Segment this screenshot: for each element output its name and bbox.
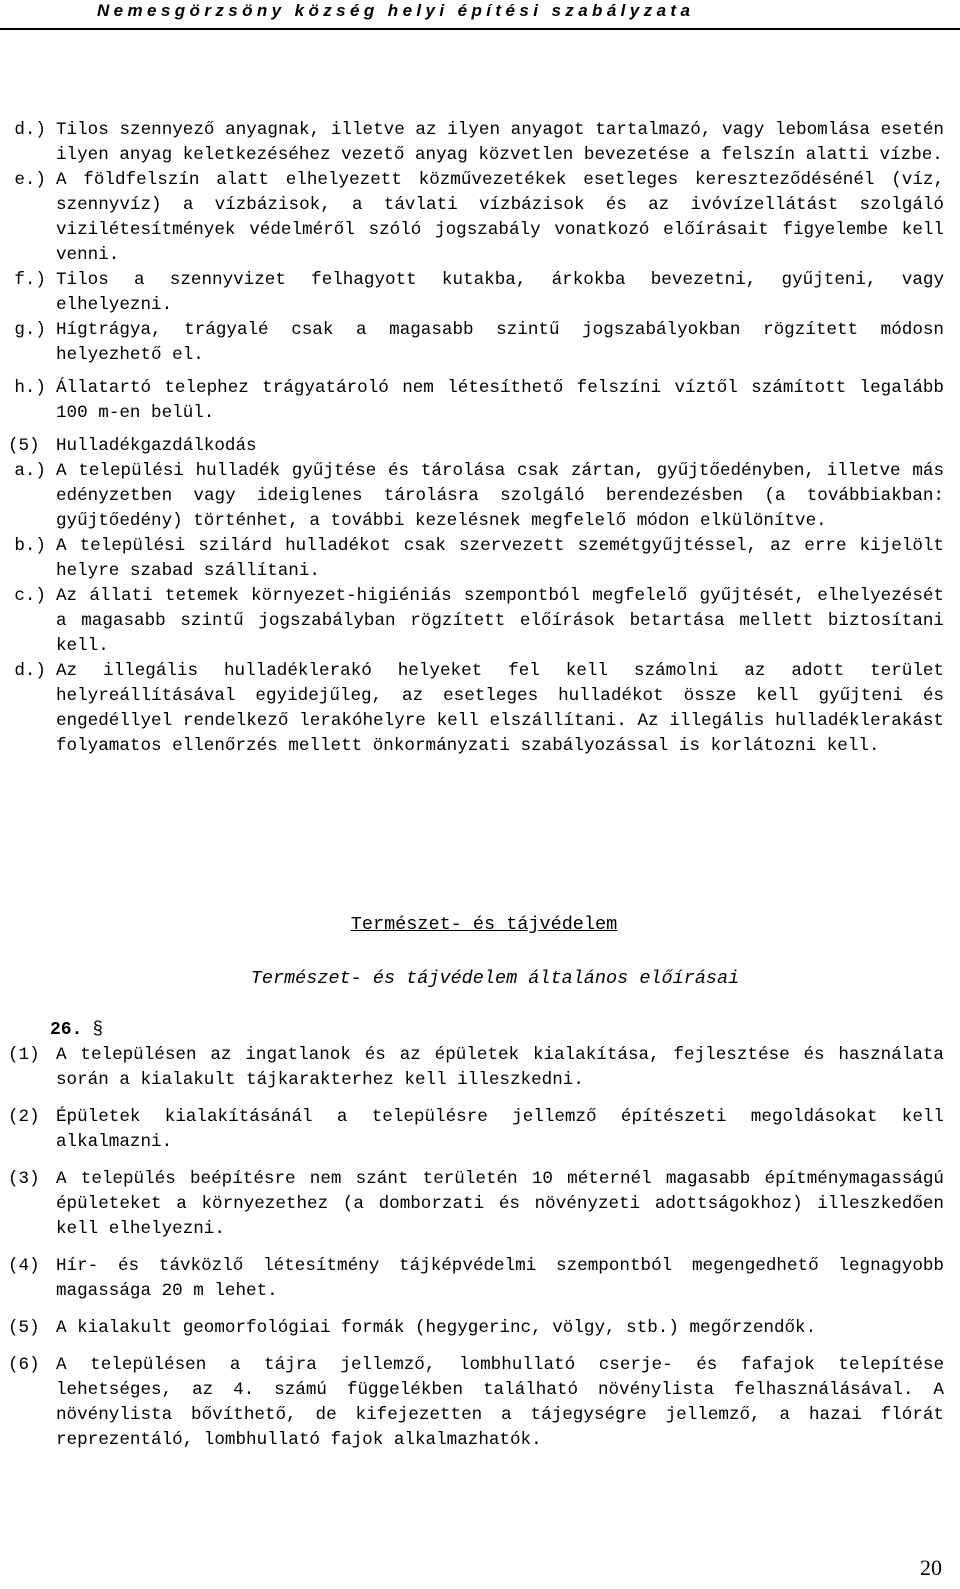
heading-text: Hulladékgazdálkodás <box>56 436 257 456</box>
header-title: Nemesgörzsöny község helyi építési szabályzata <box>97 1 695 20</box>
paragraph-text: A településen a tájra jellemző, lombhullató cserje- és fafajok telepítése lehetséges, az 4. számú függelékben található növénylista felhasználásával. A növénylista bővíthető, de kifejezetten a tájegységre jellemző, a hazai flórát reprezentáló, lombhullató fajok alkalmazhatók. <box>56 1355 944 1450</box>
paragraph-text: Épületek kialakításánál a településre jellemző építészeti megoldásokat kell alkalmazni. <box>56 1107 944 1152</box>
paragraph-item <box>8 1316 944 1341</box>
item-text: A települési szilárd hulladékot csak szervezett szemétgyűjtéssel, az erre kijelölt helyre szabad szállítani. <box>56 536 944 581</box>
list-item <box>8 318 944 368</box>
paragraph-symbol: § <box>92 1020 104 1040</box>
paragraph-text: A település beépítésre nem szánt területén 10 méternél magasabb építménymagasságú épületeket a környezethez (a domborzati és növényzeti adottságokhoz) illeszkedően kell elhelyezni. <box>56 1169 944 1239</box>
item-text: Hígtrágya, trágyalé csak a magasabb szintű jogszabályokban rögzített módosn helyezhető el. <box>56 320 944 365</box>
item-text: Az állati tetemek környezet-higiéniás szempontból megfelelő gyűjtését, elhelyezését a magasabb szintű jogszabályban rögzített előírások betartása mellett biztosítani kell. <box>56 586 944 656</box>
page-number: 20 <box>920 1555 942 1580</box>
paragraph-marker: (6) <box>8 1355 40 1375</box>
paragraph-marker: (2) <box>8 1107 40 1127</box>
document-body <box>8 118 944 759</box>
paragraph-list <box>8 1043 944 1465</box>
list-item <box>8 168 944 268</box>
paragraph-marker: (5) <box>8 1318 40 1338</box>
item-marker: d.) <box>14 120 46 140</box>
paragraph-marker: (3) <box>8 1169 40 1189</box>
item-text: A földfelszín alatt elhelyezett közművezetékek esetleges kereszteződésénél (víz, szennyvíz) a vízbázisok, a távlati vízbázisok és az ivóvízellátást szolgáló vizilétesítmények védelméről szóló jogszabály vonatkozó előírásait figyelembe kell venni. <box>56 170 944 265</box>
item-marker: e.) <box>14 170 46 190</box>
item-text: Állatartó telephez trágyatároló nem létesíthető felszíni víztől számított legalább 100 m-en belül. <box>56 378 944 423</box>
item-text: A települési hulladék gyűjtése és tárolása csak zártan, gyűjtőedényben, illetve más edényzetben vagy ideiglenes tárolásra szolgáló berendezésben (a továbbiakban: gyűjtőedény) történhet, a további kezelésnek megfelelő módon elkülönítve. <box>56 461 944 531</box>
item-text: Tilos szennyező anyagnak, illetve az ilyen anyagot tartalmazó, vagy lebomlása esetén ilyen anyag keletkezéséhez vezető anyag közvetlen bevezetése a felszín alatti vízbe. <box>56 120 944 165</box>
paragraph-item <box>8 1105 944 1155</box>
list-item <box>8 584 944 659</box>
item-marker: a.) <box>14 461 46 481</box>
item-marker: b.) <box>14 536 46 556</box>
list-item <box>8 534 944 584</box>
paragraph-item <box>8 1353 944 1453</box>
item-marker: h.) <box>14 378 46 398</box>
section-subtitle <box>0 966 960 992</box>
item-text: Az illegális hulladéklerakó helyeket fel kell számolni az adott terület helyreállításával egyidejűleg, az esetleges hulladékot össze kell gyűjteni és engedéllyel rendelkező lerakóhelyre kell elszállítani. Az illegális hulladéklerakást folyamatos ellenőrzés mellett önkormányzati szabályozással is korlátozni kell. <box>56 661 944 756</box>
item-text: Tilos a szennyvizet felhagyott kutakba, árkokba bevezetni, gyűjteni, vagy elhelyezni. <box>56 270 944 315</box>
list-item <box>8 268 944 318</box>
paragraph-marker: (4) <box>8 1256 40 1276</box>
page-header <box>0 0 960 30</box>
section-title <box>0 912 960 938</box>
paragraph-text: Hír- és távközlő létesítmény tájképvédelmi szempontból megengedhető legnagyobb magassága 20 m lehet. <box>56 1256 944 1301</box>
item-marker: f.) <box>14 270 46 290</box>
list-item <box>8 376 944 426</box>
paragraph-text: A kialakult geomorfológiai formák (hegygerinc, völgy, stb.) megőrzendők. <box>56 1318 817 1338</box>
paragraph-item <box>8 1254 944 1304</box>
waste-heading <box>8 434 944 459</box>
item-marker: c.) <box>14 586 46 606</box>
list-item <box>8 659 944 759</box>
paragraph-number <box>50 1017 103 1043</box>
section-title-text: Természet- és tájvédelem <box>350 914 618 935</box>
item-marker: d.) <box>14 661 46 681</box>
heading-number: (5) <box>8 436 40 456</box>
paragraph-text: A településen az ingatlanok és az épületek kialakítása, fejlesztése és használata során a kialakult tájkarakterhez kell illeszkedni. <box>56 1045 944 1090</box>
paragraph-marker: (1) <box>8 1045 40 1065</box>
list-item <box>8 118 944 168</box>
paragraph-number-text: 26. <box>50 1020 83 1040</box>
item-marker: g.) <box>14 320 46 340</box>
paragraph-item <box>8 1167 944 1242</box>
paragraph-item <box>8 1043 944 1093</box>
list-item <box>8 459 944 534</box>
section-subtitle-text: Természet- és tájvédelem általános előírásai <box>250 968 740 989</box>
